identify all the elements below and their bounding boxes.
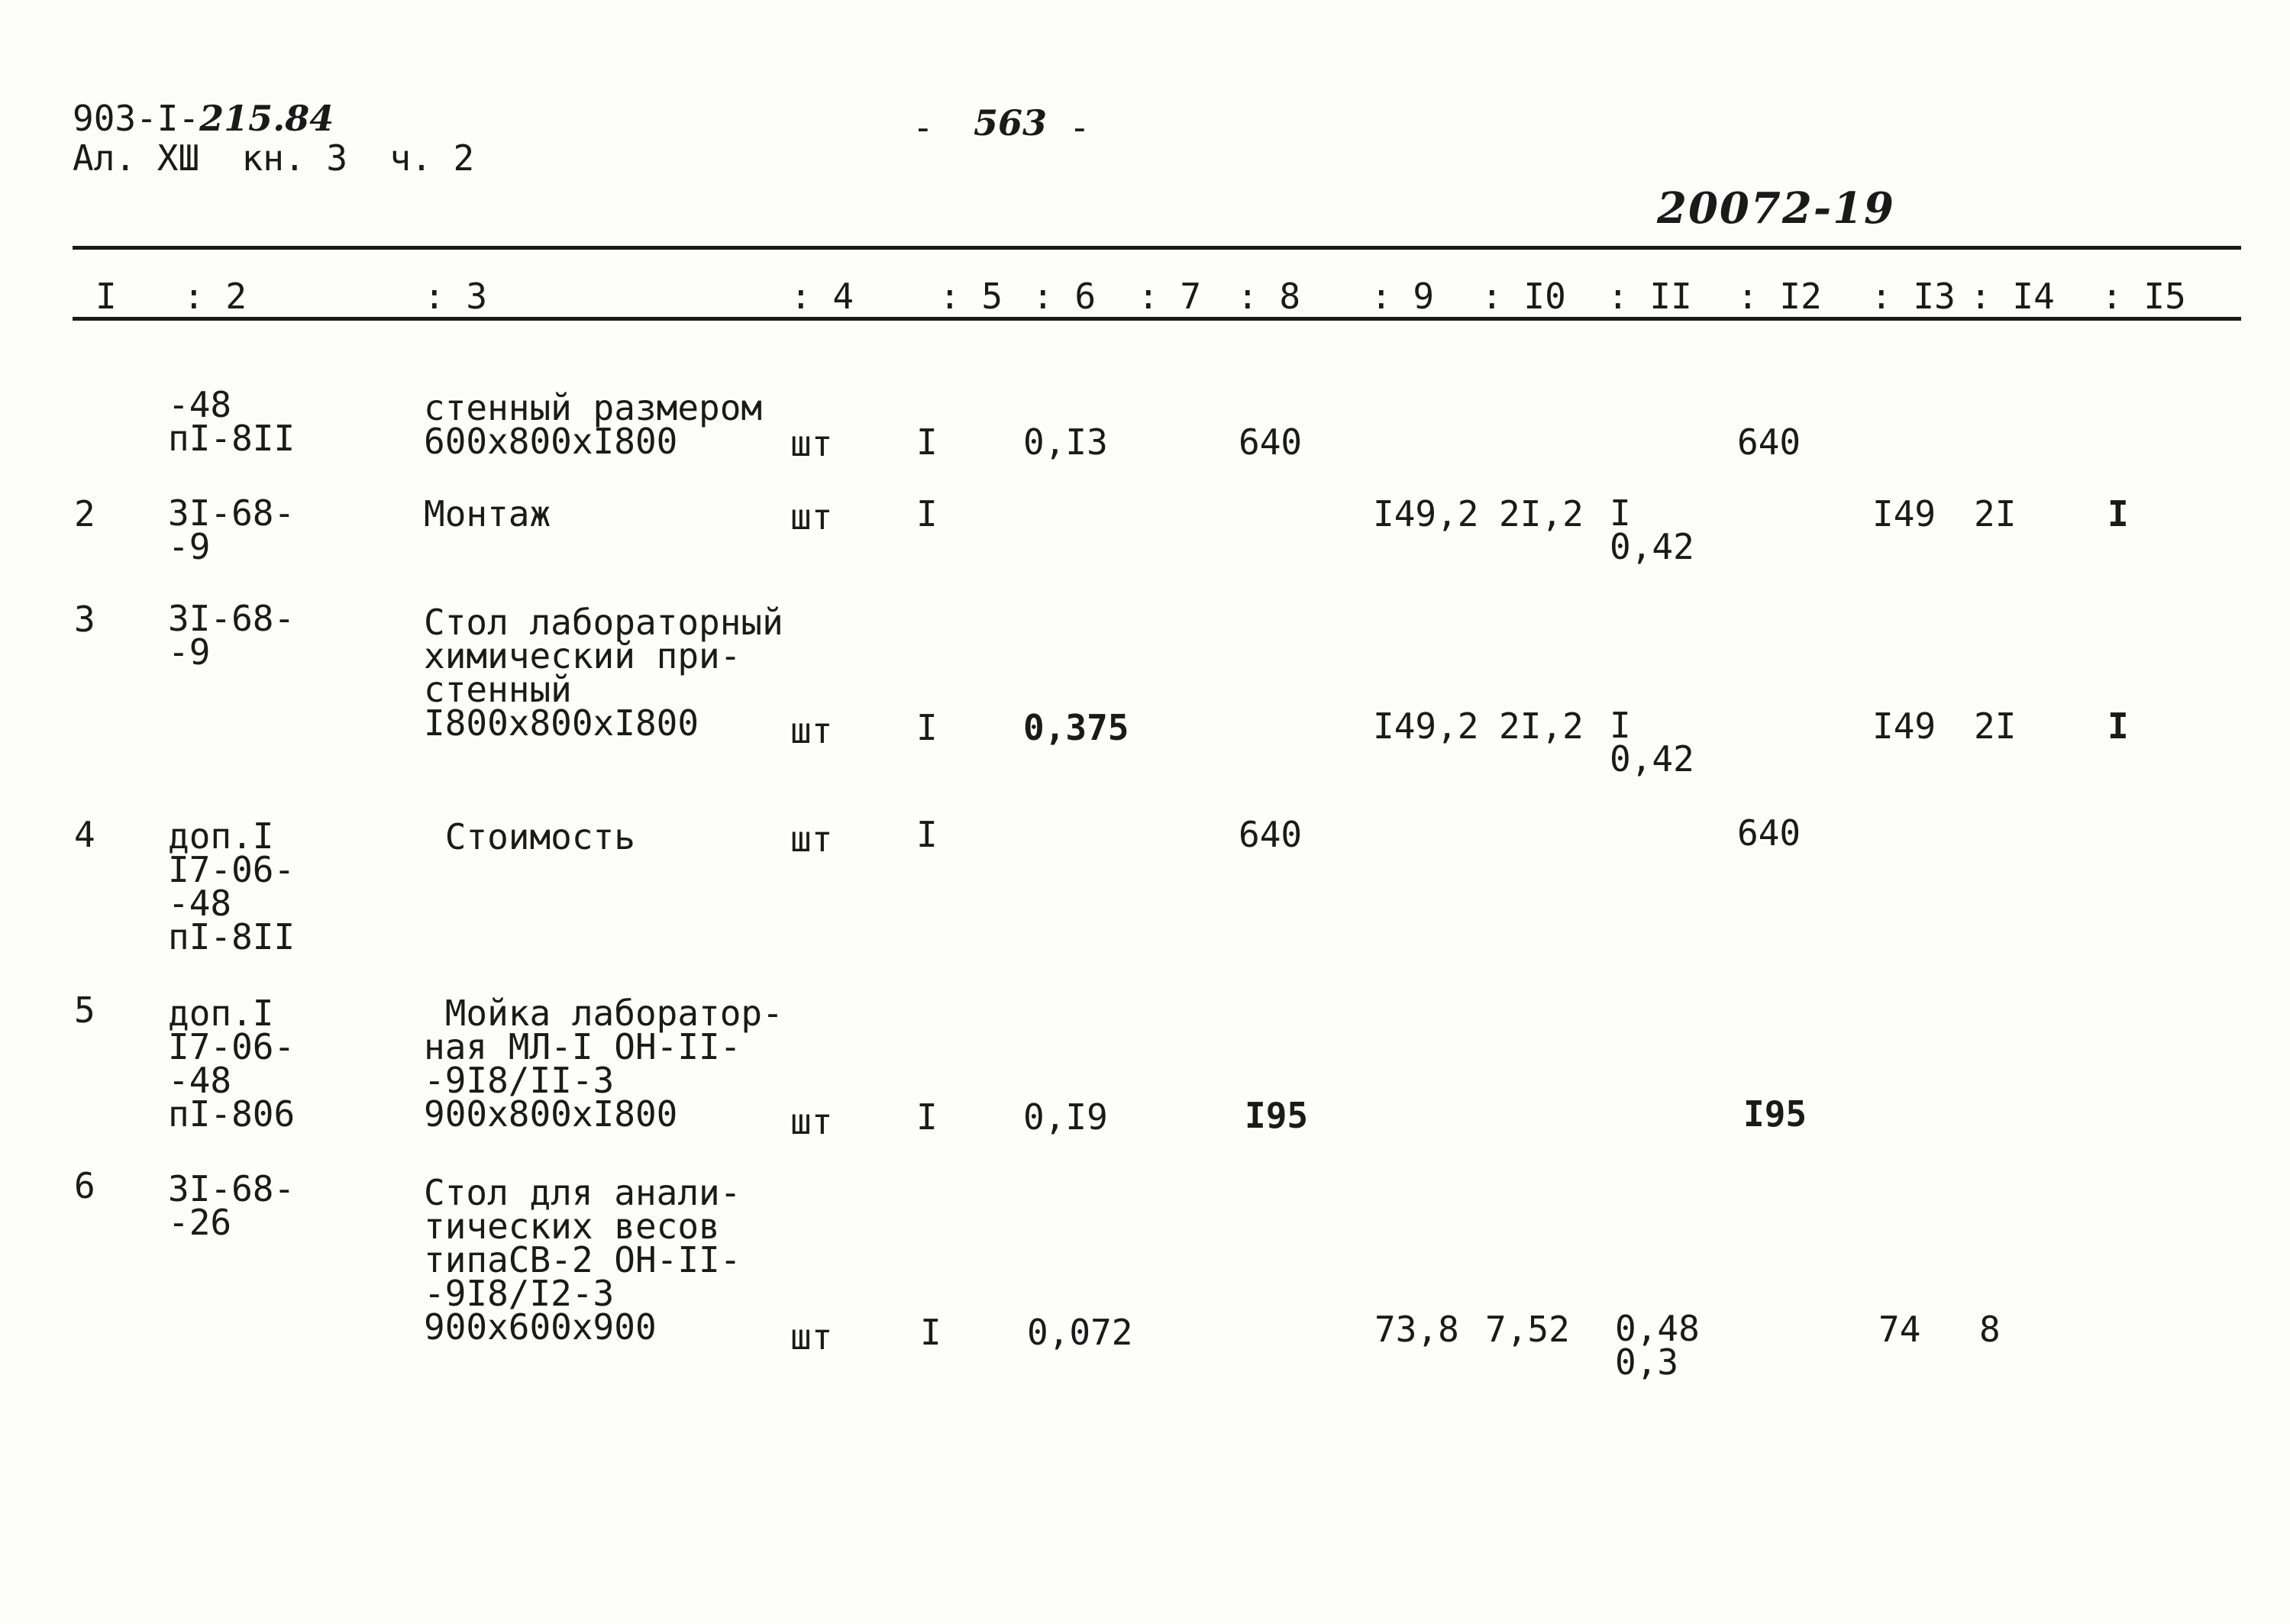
row-col6: 0,I3: [1023, 421, 1108, 463]
archive-stamp-number: 20072-19: [1657, 183, 1895, 234]
row-col5: I: [916, 1096, 938, 1138]
row-code: 3I-68- -9: [168, 492, 296, 567]
row-col13: 74: [1878, 1309, 1921, 1350]
column-header-14: : I4: [1970, 276, 2055, 317]
row-col8: 640: [1239, 421, 1303, 463]
row-col6: 0,375: [1023, 707, 1129, 748]
row-col9: 73,8: [1374, 1309, 1459, 1350]
column-header-6: : 6: [1032, 276, 1097, 317]
row-col8: 640: [1239, 814, 1303, 855]
column-header-9: : 9: [1371, 276, 1435, 317]
row-col8: I95: [1245, 1095, 1309, 1136]
column-header-5: : 5: [939, 276, 1003, 317]
row-code: 3I-68- -9: [168, 598, 296, 673]
row-code: -48 пI-8II: [168, 384, 296, 459]
row-col12: 640: [1737, 812, 1801, 854]
row-name: Стол лабораторный химический при- стенный I800x800xI800: [424, 602, 783, 744]
row-col5: I: [916, 421, 938, 463]
row-name: Стоимость: [424, 816, 635, 857]
row-col5: I: [916, 493, 938, 534]
row-name: Монтаж: [424, 493, 551, 534]
row-code: доп.I I7-06- -48 пI-806: [168, 993, 296, 1135]
row-number: 2: [74, 493, 95, 534]
column-header-2: : 2: [183, 276, 247, 317]
column-header-7: : 7: [1138, 276, 1202, 317]
row-col9: I49,2: [1373, 493, 1479, 534]
row-col10: 7,52: [1485, 1309, 1570, 1350]
row-unit: шт: [790, 710, 833, 751]
page-number-dash-right: -: [1069, 107, 1090, 148]
column-header-10: : I0: [1481, 276, 1566, 317]
row-name: стенный размером 600x800xI800: [424, 387, 763, 462]
document-number: [73, 98, 334, 139]
row-col9: I49,2: [1373, 705, 1479, 747]
row-col11: I 0,42: [1610, 705, 1694, 780]
row-col10: 2I,2: [1499, 493, 1584, 534]
row-col11: 0,48 0,3: [1615, 1308, 1700, 1383]
row-name: Мойка лаборатор- ная МЛ-I ОН-II- -9I8/II-3 900x800xI800: [424, 993, 783, 1135]
row-col10: 2I,2: [1499, 705, 1584, 747]
document-number-prefix: 903-I-: [73, 98, 200, 139]
column-header-13: : I3: [1871, 276, 1956, 317]
header-top-rule: [73, 246, 2241, 250]
row-number: 6: [74, 1165, 95, 1206]
column-header-3: : 3: [424, 276, 488, 317]
row-unit: шт: [790, 1101, 833, 1142]
column-header-12: : I2: [1737, 276, 1822, 317]
row-col6: 0,I9: [1023, 1096, 1108, 1138]
row-col6: 0,072: [1027, 1312, 1133, 1353]
row-col14: 2I: [1974, 493, 2017, 534]
row-number: 3: [74, 599, 95, 640]
column-header-8: : 8: [1237, 276, 1301, 317]
row-unit: шт: [790, 423, 833, 464]
row-col12: 640: [1737, 421, 1801, 463]
row-number: 4: [74, 814, 95, 855]
row-col5: I: [916, 814, 938, 855]
row-col13: I49: [1872, 705, 1936, 747]
row-number: 5: [74, 990, 95, 1031]
row-unit: шт: [790, 1316, 833, 1358]
page-number: 563: [974, 102, 1048, 144]
column-header-1: I: [95, 276, 117, 317]
document-number-handwritten: 215.84: [199, 98, 334, 139]
row-col5: I: [916, 707, 938, 748]
row-code: 3I-68- -26: [168, 1168, 296, 1243]
row-col5: I: [920, 1312, 942, 1353]
row-unit: шт: [790, 818, 833, 860]
row-col15: I: [2108, 493, 2129, 534]
row-col13: I49: [1872, 493, 1936, 534]
row-unit: шт: [790, 496, 833, 538]
column-header-11: : II: [1607, 276, 1692, 317]
row-code: доп.I I7-06- -48 пI-8II: [168, 815, 296, 957]
row-name: Стол для анали- тических весов типаСВ-2 ОН-II- -9I8/I2-3 900x600x900: [424, 1172, 741, 1348]
page-number-dash-left: -: [912, 107, 934, 148]
album-reference: Ал. XШ кн. 3 ч. 2: [73, 137, 475, 179]
row-col14: 2I: [1974, 705, 2017, 747]
row-col14: 8: [1979, 1309, 2001, 1350]
column-header-15: : I5: [2101, 276, 2186, 317]
column-header-4: : 4: [790, 276, 854, 317]
row-col12: I95: [1743, 1093, 1807, 1135]
row-col15: I: [2108, 705, 2129, 747]
header-bottom-rule: [73, 317, 2241, 321]
row-col11: I 0,42: [1610, 492, 1694, 567]
